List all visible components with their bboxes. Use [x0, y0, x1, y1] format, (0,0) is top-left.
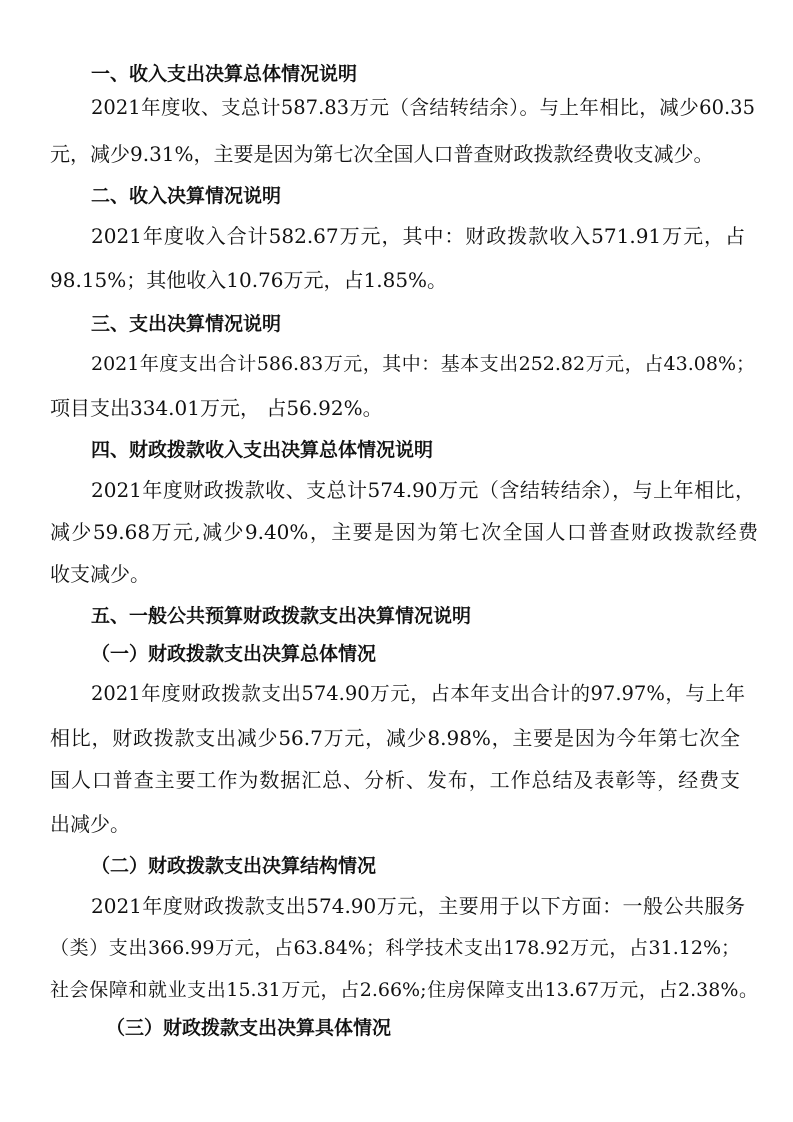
subsection-1-line-4: 出减少。: [50, 812, 130, 836]
section-4-line-3: 收支减少。: [50, 562, 150, 586]
subsection-2-line-2: （类）支出366.99万元，占63.84%；科学技术支出178.92万元，占31.12%；: [50, 937, 740, 959]
section-1-line-1: 2021年度收、支总计587.83万元（含结转结余）。与上年相比，减少60.35: [91, 96, 755, 119]
section-4-heading: 四、财政拨款收入支出决算总体情况说明: [91, 439, 434, 461]
subsection-1-line-2: 相比，财政拨款支出减少56.7万元，减少8.98%，主要是因为今年第七次全: [50, 726, 740, 750]
subsection-1-line-3: 国人口普查主要工作为数据汇总、分析、发布，工作总结及表彰等，经费支: [50, 768, 740, 792]
section-1-line-2: 元，减少9.31%，主要是因为第七次全国人口普查财政拨款经费收支减少。: [50, 142, 714, 166]
section-2-line-2: 98.15%；其他收入10.76万元，占1.85%。: [50, 268, 448, 292]
section-3-line-2: 项目支出334.01万元， 占56.92%。: [50, 396, 383, 420]
section-5-heading: 五、一般公共预算财政拨款支出决算情况说明: [91, 605, 472, 627]
section-3-heading: 三、支出决算情况说明: [91, 313, 282, 335]
section-2-heading: 二、收入决算情况说明: [91, 185, 282, 207]
section-3-line-1: 2021年度支出合计586.83万元，其中：基本支出252.82万元，占43.08%；: [91, 353, 755, 375]
section-1-heading: 一、收入支出决算总体情况说明: [91, 63, 358, 85]
subsection-1-line-1: 2021年度财政拨款支出574.90万元，占本年支出合计的97.97%，与上年: [91, 682, 745, 705]
subsection-1-heading: （一）财政拨款支出决算总体情况: [91, 643, 377, 665]
subsection-2-heading: （二）财政拨款支出决算结构情况: [91, 855, 377, 877]
section-2-line-1: 2021年度收入合计582.67万元，其中：财政拨款收入571.91万元，占: [91, 224, 745, 248]
subsection-2-line-1: 2021年度财政拨款支出574.90万元，主要用于以下方面：一般公共服务: [91, 894, 745, 918]
subsection-3-heading: （三）财政拨款支出决算具体情况: [106, 1017, 392, 1039]
subsection-2-line-3: 社会保障和就业支出15.31万元，占2.66%;住房保障支出13.67万元，占2.38%。: [50, 979, 758, 1001]
section-4-line-1: 2021年度财政拨款收、支总计574.90万元（含结转结余），与上年相比，: [91, 478, 755, 502]
section-4-line-2: 减少59.68万元,减少9.40%，主要是因为第七次全国人口普查财政拨款经费: [50, 520, 758, 544]
